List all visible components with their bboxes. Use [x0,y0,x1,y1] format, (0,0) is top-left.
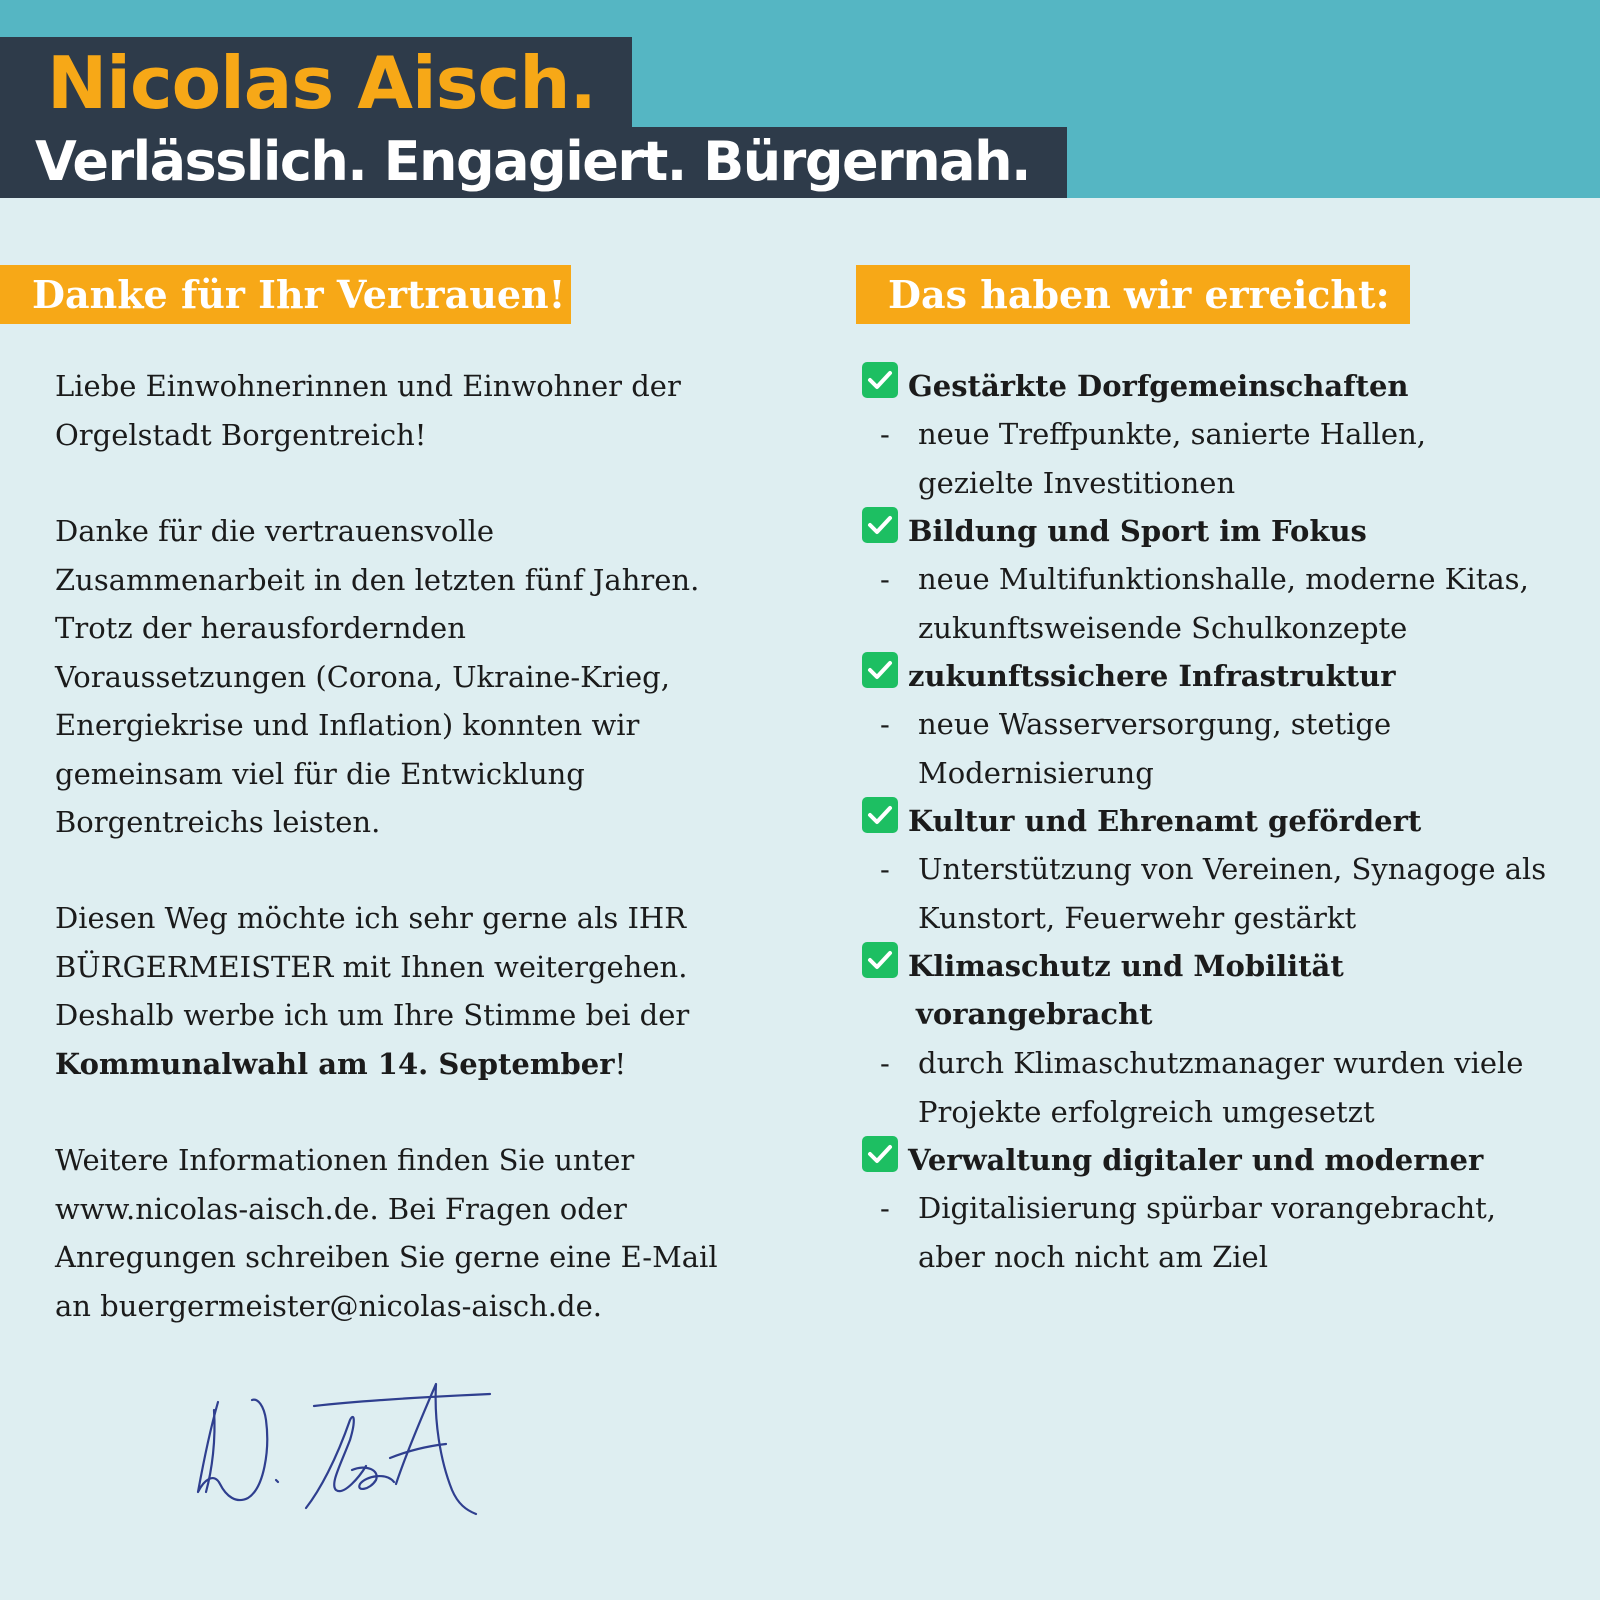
detail-line: durch Klimaschutzmanager wurden viele [918,1046,1524,1080]
election-paragraph [55,894,775,1088]
text-line: Energiekrise und Inflation) konnten wir [55,708,640,742]
text-line: Deshalb werbe ich um Ihre Stimme bei der [55,998,690,1032]
right-section-title: Das haben wir erreicht: [856,265,1410,324]
left-section-title: Danke für Ihr Vertrauen! [0,265,571,324]
dash: - [880,1191,890,1225]
contact-paragraph [55,1136,775,1330]
detail-line: Projekte erfolgreich umgesetzt [918,1094,1375,1129]
detail-line: Digitalisierung spürbar vorangebracht, [918,1191,1497,1225]
text-line: Anregungen schreiben Sie gerne eine E-Mail [55,1240,718,1274]
text-line: Weitere Informationen finden Sie unter [55,1143,635,1177]
greeting-paragraph [55,362,775,459]
achievement-title-cont: vorangebracht [916,997,1153,1031]
achievement-title: Verwaltung digitaler und moderner [908,1143,1484,1177]
exclamation: ! [614,1046,627,1081]
email-line: an buergermeister@nicolas-aisch.de. [55,1288,602,1323]
achievement-title: Bildung und Sport im Fokus [908,514,1367,548]
slogan: Verlässlich. Engagiert. Bürgernah. [35,130,1031,193]
detail-line: aber noch nicht am Ziel [918,1239,1268,1274]
text-line: Trotz der herausfordernden [55,611,466,645]
text-line: Danke für die vertrauensvolle [55,514,495,548]
dash: - [880,707,890,741]
detail-line: gezielte Investitionen [918,465,1236,500]
dash: - [880,1046,890,1080]
text-line: BÜRGERMEISTER mit Ihnen weitergehen. [55,949,688,984]
detail-line: Modernisierung [918,755,1154,790]
achievement-title: Kultur und Ehrenamt gefördert [908,804,1422,838]
dash: - [880,562,890,596]
dash: - [880,852,890,886]
signature-icon [190,1380,510,1540]
checkmark-icon [862,942,898,978]
detail-line: neue Multifunktionshalle, moderne Kitas, [918,562,1529,596]
text-line: Zusammenarbeit in den letzten fünf Jahren. [55,562,700,597]
achievement-title: Klimaschutz und Mobilität [908,949,1344,983]
candidate-name: Nicolas Aisch. [47,41,596,125]
text-line: Diesen Weg möchte ich sehr gerne als IHR [55,901,687,935]
website-line: www.nicolas-aisch.de. Bei Fragen oder [55,1191,627,1226]
checkmark-icon [862,797,898,833]
checkmark-icon [862,652,898,688]
detail-line: neue Treffpunkte, sanierte Hallen, [918,417,1426,451]
detail-line: zukunftsweisende Schulkonzepte [918,610,1408,645]
achievement-title: zukunftssichere Infrastruktur [908,659,1396,693]
text-line: gemeinsam viel für die Entwicklung [55,756,585,791]
checkmark-icon [862,1136,898,1172]
checkmark-icon [862,362,898,398]
text-line [55,1040,775,1089]
text-line: Voraussetzungen (Corona, Ukraine-Krieg, [55,659,670,694]
text-line: Orgelstadt Borgentreich! [55,417,427,452]
text-line: Borgentreichs leisten. [55,805,381,839]
text-line: Liebe Einwohnerinnen und Einwohner der [55,369,681,403]
election-date: Kommunalwahl am 14. September [55,1046,615,1081]
detail-line: neue Wasserversorgung, stetige [918,707,1392,741]
thanks-paragraph [55,507,775,847]
detail-line: Unterstützung von Vereinen, Synagoge als [918,852,1547,886]
detail-line: Kunstort, Feuerwehr gestärkt [918,900,1357,935]
dash: - [880,417,890,451]
achievement-title: Gestärkte Dorfgemeinschaften [908,369,1409,403]
checkmark-icon [862,507,898,543]
